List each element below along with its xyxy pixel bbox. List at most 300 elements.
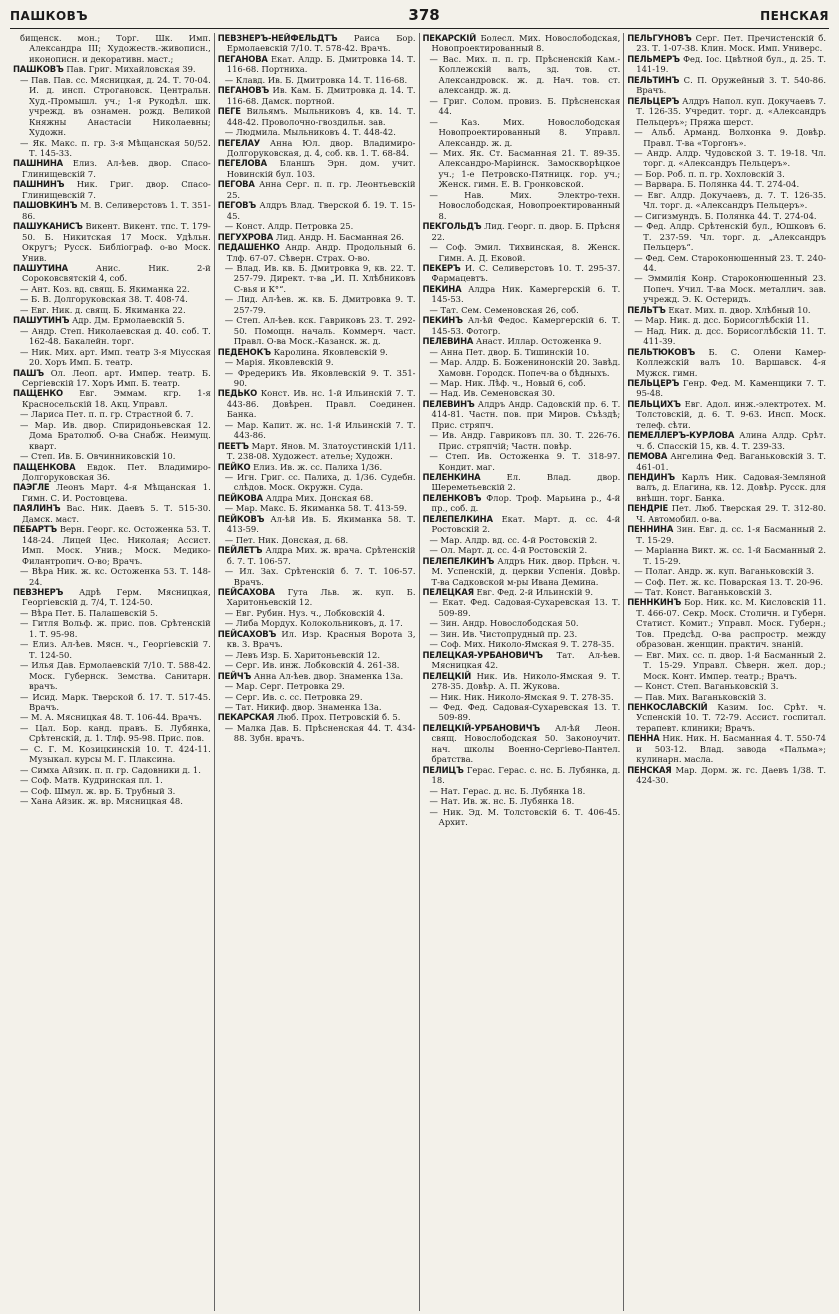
entry-details: — Евг. Мих. сс. п. двор. 1-й Басманный 2. Т. 15-29. Управл. Сѣверн. жел. дор.; Моск. Конт. Импер. театр.; Врачъ.	[634, 649, 826, 681]
directory-entry	[218, 106, 416, 127]
directory-entry	[627, 54, 826, 75]
entry-details: — Нат. Герас. д. нс. Б. Лубянка 18.	[429, 785, 586, 796]
directory-entry	[627, 650, 826, 681]
entry-surname: ПЕКИНА	[422, 283, 462, 294]
entry-details: — Тат. Конст. Ваганьковскій 3.	[634, 587, 773, 598]
entry-details: Леонъ Март. 4-я Мѣщанская 1. Гимн. С. И. Ростовцева.	[22, 482, 211, 503]
entry-details: Елиз. Ал-ѣев. двор. Спасо-Глинищевскій 7.	[22, 158, 211, 179]
entry-surname: ПЕГАНОВА	[217, 53, 268, 64]
directory-entry	[627, 169, 826, 179]
directory-entry	[218, 712, 416, 722]
entry-surname: ПЕМОВА	[627, 451, 668, 462]
header-left-keyword: ПАШКОВЪ	[10, 9, 89, 23]
entry-surname: ПЕЛЬЦЕРЪ	[627, 377, 680, 388]
entry-details: — Тат. Сем. Семеновская 26, соб.	[429, 304, 579, 315]
entry-details: — Б. В. Долгоруковская 38. Т. 408-74.	[20, 294, 188, 305]
directory-entry	[423, 347, 621, 357]
directory-entry	[13, 75, 211, 138]
entry-details: Лид. Андр. Н. Басманная 26.	[275, 231, 404, 242]
entry-details: — Елиз. Ал-ѣев. Мясн. ч., Георгіевскій 7. Т. 124-50.	[20, 639, 211, 660]
directory-entry	[13, 503, 211, 524]
entry-details: — Людмила. Мыльниковъ 4. Т. 448-42.	[224, 127, 396, 138]
entry-surname: ПЕННА	[627, 733, 660, 744]
column-1	[10, 33, 215, 1311]
directory-entry	[218, 441, 416, 462]
directory-entry	[218, 472, 416, 493]
directory-entry	[423, 336, 621, 346]
directory-entry	[423, 639, 621, 649]
directory-entry	[13, 587, 211, 608]
directory-entry	[627, 765, 826, 786]
entry-details: Елиз. Ив. ж. сс. Палиха 1/36.	[253, 461, 383, 472]
entry-details: Ил. Изр. Красныя Ворота 3, кв. 3. Врачъ.	[226, 628, 416, 650]
entry-details: — Мар. Ник. д. дсс. Борисоглѣбскій 11.	[634, 315, 810, 326]
entry-details: Тат. Ал-ѣев. Мясницкая 42.	[431, 649, 621, 671]
entry-surname: ПЕДЬКО	[217, 388, 258, 399]
entry-surname: ПЕЙСАХОВА	[217, 587, 275, 598]
entry-surname: ПЕЙКО	[217, 461, 251, 472]
entry-surname: ПЕЛЬМЕРЪ	[627, 53, 680, 64]
entry-details: — Альб. Арманд. Волхонка 9. Довѣр. Правл. Т-ва «Торгонъ».	[634, 127, 826, 148]
directory-entry	[627, 577, 826, 587]
entry-details: — Конст. Алдр. Петровка 25.	[224, 221, 354, 232]
entry-details: Мар. Дорм. ж. гс. Даевъ 1/38. Т. 424-30.	[636, 764, 826, 786]
entry-surname: ПЕКАРСКІЙ	[422, 33, 477, 43]
entry-details: Б. С. Олени Камер-Коллежскій валъ 10. Варшавск. 4-я Мужск. гимн.	[636, 346, 826, 378]
directory-entry	[627, 75, 826, 96]
entry-surname: ПЕГЕ	[217, 106, 241, 117]
entry-details: Пав. Григ. Михайловская 39.	[66, 64, 196, 75]
entry-details: — Тат. Никиф. двор. Знаменка 13а.	[224, 702, 382, 712]
entry-surname: ПЕБАРТЪ	[13, 524, 57, 535]
entry-surname: ПЕЛЬГУНОВЪ	[627, 33, 692, 43]
directory-entry	[627, 315, 826, 325]
directory-entry	[13, 179, 211, 200]
entry-details: Конст. Ив. нс. 1-й Ильинскій 7. Т. 443-86. Довѣрен. Правл. Соединен. Банка.	[226, 388, 416, 420]
column-3	[420, 33, 625, 1311]
entry-details: — Степ. Ив. Остоженка 9. Т. 318-97. Кондит. маг.	[429, 451, 621, 472]
entry-details: Генр. Фед. М. Каменщики 7. Т. 95-48.	[636, 377, 826, 399]
directory-entry	[423, 305, 621, 315]
directory-entry	[13, 692, 211, 713]
entry-details: — Конст. Степ. Ваганьковскій 3.	[634, 681, 779, 692]
entry-details: Раиса Бор. Ермолаевскій 7/10. Т. 578-42. Врачъ.	[226, 33, 416, 54]
entry-surname: ПАЭГЛЕ	[13, 482, 50, 493]
directory-entry	[218, 702, 416, 712]
entry-details: — Ник. Ник. Николо-Ямская 9. Т. 278-35.	[429, 691, 614, 702]
directory-entry	[218, 462, 416, 472]
entry-surname: ПЕГЕЛОВА	[217, 158, 267, 169]
directory-entry	[627, 430, 826, 451]
entry-details: — Евг. Алдр. Докучаевъ, д. 7. Т. 126-35. Чл. торг. д. «Александръ Пельцеръ».	[634, 189, 826, 211]
entry-details: — Степ. Ал-ѣев. кск. Гавриковъ 23. Т. 292-50. Помощн. началь. Коммерч. част. Правл. О-ва Моск.-Казанск. ж. д.	[224, 315, 416, 347]
directory-entry	[423, 399, 621, 430]
entry-surname: ПАШНИНА	[13, 158, 63, 169]
directory-entry	[627, 692, 826, 702]
directory-entry	[423, 514, 621, 535]
entry-details: — Серг. Ив. с. сс. Петровка 29.	[224, 691, 363, 702]
entry-details: — Григ. Солом. провиз. Б. Прѣсненская 44.	[429, 95, 621, 117]
entry-details: — Евг. Ник. д. свящ. Б. Якиманка 22.	[20, 304, 186, 315]
entry-surname: ПЕГУХРОВА	[217, 231, 274, 242]
entry-details: — Пет. Ник. Донская, д. 68.	[224, 534, 349, 545]
entry-surname: ПЕЕТЪ	[217, 440, 249, 451]
entry-surname: ПЕКАРСКАЯ	[217, 712, 275, 723]
entry-details: — Левъ Изр. Б. Харитоньевскій 12.	[224, 649, 381, 660]
entry-details: — Исид. Марк. Тверской б. 17. Т. 517-45. Врачъ.	[20, 691, 211, 712]
directory-entry	[218, 33, 416, 54]
entry-details: Андр. Андр. Продольный 6. Тлф. 67-07. Сѣверн. Страх. О-во.	[226, 242, 416, 263]
directory-entry	[423, 723, 621, 765]
directory-entry	[13, 138, 211, 159]
entry-details: — М. А. Мясницкая 48. Т. 106-44. Врачъ.	[20, 712, 202, 723]
directory-entry	[423, 96, 621, 117]
entry-details: — Симха Айзик. п. п. гр. Садовники д. 1.	[20, 764, 201, 775]
entry-details: Бор. Ник. кс. М. Кисловскій 11. Т. 466-07. Секр. Моск. Столичн. и Губерн. Статист. Комит.; Управл. Моск. Губерн.; Тов. Предсѣд. О-ва распростр. между образован. женщин. практич. знаній.	[636, 597, 826, 650]
directory-entry	[423, 765, 621, 786]
columns-container	[10, 33, 829, 1311]
entry-surname: ПАШУТИНА	[13, 262, 68, 273]
directory-entry	[218, 420, 416, 441]
entry-surname: ПЕЛЕНКОВЪ	[422, 492, 482, 503]
directory-entry	[627, 451, 826, 472]
directory-entry	[218, 263, 416, 294]
entry-details: — Клавд. Ив. Б. Дмитровка 14. Т. 116-68.	[224, 74, 408, 85]
directory-entry	[423, 796, 621, 806]
directory-entry	[423, 33, 621, 54]
directory-entry	[13, 368, 211, 389]
directory-entry	[13, 451, 211, 461]
entry-details: — Нат. Ив. ж. нс. Б. Лубянка 18.	[429, 796, 575, 807]
entry-surname: ПЕЛЬТЪ	[627, 304, 666, 315]
directory-entry	[423, 378, 621, 388]
directory-entry	[218, 158, 416, 179]
directory-entry	[13, 64, 211, 74]
directory-entry	[13, 618, 211, 639]
entry-details: — Соф. Эмил. Тихвинская, 8. Женск. Гимн. А. Д. Ековой.	[429, 242, 621, 263]
directory-entry	[627, 305, 826, 315]
entry-details: Каролина. Яковлевскій 9.	[273, 346, 388, 357]
entry-details: Пет. Люб. Тверская 29. Т. 312-80. Ч. Автомобил. о-ва.	[636, 503, 826, 524]
entry-details: Алдра Ник. Камергерскій 6. Т. 145-53.	[431, 283, 621, 305]
directory-entry	[13, 775, 211, 785]
directory-entry	[13, 566, 211, 587]
entry-details: Анна Юл. двор. Владимиро-Долгоруковская, д. 4, соб. кв. 1. Т. 68-84.	[226, 137, 416, 158]
entry-details: — Мар. Ив. двор. Спиридоньевская 12. Дома Братолюб. О-ва Снабж. Неимущ. кварт.	[20, 419, 211, 451]
entry-surname: ПЕЛЬТИНЪ	[627, 74, 680, 85]
directory-entry	[423, 190, 621, 221]
directory-entry	[218, 75, 416, 85]
entry-details: — Мих. Як. Ст. Басманная 21. Т. 89-35. Александро-Маріинск. Замоскворѣцкое уч.; 1-е Петровско-Пятницк. гор. уч.; Женск. гимн. Е. В. Гронковской.	[429, 147, 621, 190]
entry-surname: ПЕННКИНЪ	[627, 597, 682, 608]
directory-entry	[218, 660, 416, 670]
column-4	[624, 33, 829, 1311]
entry-details: Герас. Герас. с. нс. Б. Лубянка, д. 18.	[431, 764, 621, 786]
entry-details: Екат. Алдр. Б. Дмитровка 14. Т. 116-68. Портниха.	[226, 53, 416, 75]
entry-surname: ПЕНКОСЛАВСКІЙ	[627, 702, 708, 712]
entry-surname: ПЕВЗНЕРЪ	[13, 587, 64, 598]
entry-details: — Фед. Алдр. Срѣтенскій бул., Юшковъ 6. Т. 237-59. Чл. торг. д. „Александръ Пельцеръ“.	[634, 221, 826, 253]
entry-details: Алдръ Напол. куп. Докучаевъ 7. Т. 126-35. Учредит. торг. д. «Александръ Пельцеръ»; Пряжа шерст.	[636, 95, 826, 127]
entry-details: Болесл. Мих. Новослободская, Новопроектированный 8.	[431, 33, 621, 54]
directory-entry	[627, 211, 826, 221]
directory-entry	[218, 368, 416, 389]
entry-surname: ПЕВЗНЕРЪ-НЕЙФЕЛЬДТЪ	[217, 33, 338, 43]
page-number: 378	[408, 6, 440, 24]
entry-details: — Пав. Мих. Ваганьковскій 3.	[634, 691, 767, 702]
entry-details: — Андр. Степ. Николаевская д. 40. соб. Т. 162-48. Бакалейн. торг.	[20, 325, 211, 347]
directory-entry	[218, 85, 416, 106]
entry-surname: ПЕНДИНЪ	[627, 472, 675, 483]
directory-entry	[423, 692, 621, 702]
entry-surname: ПЕНСКАЯ	[627, 764, 672, 775]
directory-entry	[423, 807, 621, 828]
directory-entry	[13, 158, 211, 179]
directory-entry	[218, 54, 416, 75]
directory-entry	[218, 315, 416, 346]
directory-entry	[627, 127, 826, 148]
entry-details: — Влад. Ив. кв. Б. Дмитровка 9, кв. 22. Т. 257-79. Директ. т-ва „И. П. Хлѣбниковъ С-вья и К°“.	[224, 262, 416, 294]
entry-details: Евдок. Пет. Владимиро-Долгоруковская 36.	[22, 461, 211, 483]
entry-details: Ив. Кам. Б. Дмитровка д. 14. Т. 116-68. Дамск. портной.	[226, 85, 416, 106]
entry-details: Карлъ Ник. Садовая-Земляной валъ, д. Елагина, кв. 12. Довѣр. Русск. для внѣшн. торг. Банка.	[636, 472, 826, 503]
entry-surname: ПАШОВКИНЪ	[13, 200, 78, 211]
directory-entry	[13, 305, 211, 315]
entry-details: — Лид. Ал-ѣев. ж. кв. Б. Дмитровка 9. Т. 257-79.	[224, 294, 416, 315]
entry-surname: ПЕЛЕПЕЛКИНА	[422, 513, 493, 524]
directory-entry	[13, 712, 211, 722]
directory-entry	[423, 650, 621, 671]
entry-details: — Эммилія Конр. Староконюшенный 23. Попеч. Учил. Т-ва Моск. металлич. зав. учрежд. Э. К. Остеридъ.	[634, 273, 826, 305]
entry-details: — Екат. Фед. Садовая-Сухаревская 13. Т. 509-89.	[429, 597, 621, 618]
entry-surname: ПАЩЕНКО	[13, 388, 63, 399]
directory-entry	[13, 462, 211, 483]
directory-entry	[13, 315, 211, 325]
header-right-keyword: ПЕНСКАЯ	[760, 9, 829, 23]
entry-surname: ПЕННИНА	[627, 524, 674, 535]
entry-surname: ПЕМЕЛЛЕРЪ-КУРЛОВА	[627, 430, 735, 441]
entry-surname: ПЕГАНОВЪ	[217, 85, 270, 96]
entry-details: Ал-ѣй Леон. свящ. Новослободская 50. Законоучит. нач. школы Военно-Сергіево-Пантел. братства.	[431, 722, 621, 765]
entry-surname: ПАШУТИНЪ	[13, 315, 70, 326]
entry-details: Люб. Прох. Петровскій б. 5.	[276, 712, 401, 723]
directory-entry	[218, 179, 416, 200]
entry-details: Ел. Влад. двор. Шереметьевскій 2.	[431, 472, 621, 493]
directory-entry	[218, 294, 416, 315]
entry-details: — Вѣра Пет. Б. Палашевскій 5.	[20, 607, 158, 618]
entry-details: Ал-ѣй Федос. Камергерскій 6. Т. 145-53. Фотогр.	[431, 315, 621, 336]
directory-entry	[13, 660, 211, 691]
entry-details: — Пав. Пав. сс. Мясницкая, д. 24. Т. 70-04. И. д. инсп. Строгановск. Центральн. Худ.-Промышл. уч.; 1-я Рукодѣл. шк. учрежд. въ ознамен. рожд. Великой Княжны Анастасіи Николаевны; Художн.	[20, 74, 211, 138]
entry-details: — Мар. Алдр. вд. сс. 4-й Ростовскій 2.	[429, 534, 598, 545]
entry-surname: ПЕЙКОВЪ	[217, 513, 265, 524]
entry-details: — Як. Макс. п. гр. 3-я Мѣщанская 50/52. Т. 145-33.	[20, 137, 211, 158]
entry-details: Анна Ал-ѣев. двор. Знаменка 13а.	[253, 670, 404, 681]
entry-details: Фед. Іос. Цвѣтной бул., д. 25. Т. 141-19.	[636, 53, 827, 75]
directory-entry	[13, 388, 211, 409]
entry-surname: ПЕЙЛЕТЪ	[217, 545, 263, 556]
directory-entry	[627, 733, 826, 764]
entry-details: — Мар. Капит. ж. нс. 1-й Ильинскій 7. Т. 443-86.	[224, 419, 416, 441]
entry-surname: ПЕЛИЦЪ	[422, 764, 464, 775]
directory-entry	[627, 221, 826, 252]
directory-entry	[423, 629, 621, 639]
entry-details: — Мар. Алдр. Б. Боженинонскій 20. Завѣд. Хамовн. Городск. Попеч-ва о бѣдныхъ.	[429, 357, 621, 378]
entry-surname: ПЕЛЕЦКАЯ	[422, 587, 474, 598]
entry-details: — Хана Айзик. ж. вр. Мясницкая 48.	[20, 796, 183, 807]
directory-entry	[627, 597, 826, 649]
entry-details: — Соф. Шмул. ж. вр. Б. Трубный 3.	[20, 785, 176, 796]
directory-entry	[13, 420, 211, 451]
directory-entry	[627, 587, 826, 597]
directory-entry	[218, 629, 416, 650]
entry-details: И. С. Селиверстовъ 10. Т. 295-37. Фармацевтъ.	[431, 262, 621, 284]
directory-entry	[423, 618, 621, 628]
directory-entry	[627, 524, 826, 545]
directory-entry	[627, 347, 826, 378]
entry-details: Серг. Пет. Пречистенскій б. 23. Т. 1-07-38. Клин. Моск. Имп. Универс.	[636, 33, 826, 54]
entry-details: Викент. Викент. тпс. Т. 179-50. Б. Никитская 17 Моск. Удѣльн. Округъ; Русск. Библіограф. о-во Моск. Унив.	[22, 221, 211, 263]
entry-surname: ПАШКОВЪ	[13, 64, 64, 75]
entry-details: Зин. Евг. д. сс. 1-я Басманный 2. Т. 15-29.	[636, 524, 826, 545]
entry-surname: ПАЯЛИНЪ	[13, 503, 61, 514]
entry-surname: ПЕЛЕЦКАЯ-УРБАНОВИЧЪ	[422, 649, 543, 660]
entry-details: — Фредерикъ Ив. Яковлевскій 9. Т. 351-90.	[224, 367, 416, 388]
directory-entry	[13, 482, 211, 503]
entry-details: — Ант. Коз. вд. свящ. Б. Якиманка 22.	[20, 283, 190, 294]
entry-details: — Варвара. Б. Полянка 44. Т. 274-04.	[634, 179, 800, 190]
entry-details: — Вас. Мих. п. п. гр. Прѣсненскій Кам.-Коллежскій валъ, зд. тов. ст. Александровск. ж. д. Нач. тов. ст. александр. ж. д.	[429, 53, 621, 96]
directory-entry	[218, 232, 416, 242]
directory-entry	[423, 54, 621, 96]
directory-entry	[13, 347, 211, 368]
entry-details: Анаст. Иллар. Остоженка 9.	[475, 336, 602, 347]
entry-details: — Илья Дав. Ермолаевскій 7/10. Т. 588-42. Моск. Губернск. Земства. Санитарн. врачъ.	[20, 660, 211, 692]
directory-entry	[13, 786, 211, 796]
directory-entry	[13, 524, 211, 566]
directory-entry	[218, 723, 416, 744]
directory-entry	[627, 503, 826, 524]
directory-entry	[627, 96, 826, 127]
directory-entry	[423, 472, 621, 493]
directory-entry	[627, 566, 826, 576]
entry-details: — Мар. Ник. Лѣф. ч., Новый 6, соб.	[429, 377, 586, 388]
directory-entry	[423, 117, 621, 148]
entry-details: Ол. Леоп. арт. Импер. театр. Б. Сергіевскій 17. Хоръ Имп. Б. театр.	[22, 367, 211, 388]
directory-entry	[218, 545, 416, 566]
directory-entry	[218, 514, 416, 535]
directory-entry	[218, 503, 416, 513]
directory-entry	[218, 242, 416, 263]
directory-entry	[423, 315, 621, 336]
directory-entry	[218, 671, 416, 681]
directory-entry	[218, 388, 416, 419]
directory-entry	[423, 702, 621, 723]
entry-details: Гута Льв. ж. куп. Б. Харитоньевскій 12.	[226, 587, 416, 608]
directory-entry	[423, 284, 621, 305]
entry-details: Евг. Адол. инж.-электротех. М. Толстовскій, д. 6. Т. 9-63. Инсп. Моск. телеф. сѣти.	[636, 398, 827, 430]
directory-entry	[13, 744, 211, 765]
entry-surname: ПЕГЕЛАУ	[217, 137, 261, 148]
directory-entry	[627, 33, 826, 54]
directory-entry	[627, 273, 826, 304]
directory-entry	[218, 138, 416, 159]
directory-entry	[13, 723, 211, 744]
entry-details: — Вѣра Ник. ж. кс. Остоженка 53. Т. 148-24.	[20, 566, 211, 587]
entry-details: Лид. Георг. п. двор. Б. Прѣсня 22.	[431, 221, 621, 242]
entry-details: Казим. Іос. Срѣт. ч. Успенскій 10. Т. 72-79. Ассист. госпитал. терапевт. клиники; Врачъ.	[636, 702, 826, 733]
directory-entry	[13, 33, 211, 64]
directory-entry	[423, 263, 621, 284]
entry-details: Алдра Мих. Донская 68.	[265, 492, 374, 503]
directory-entry	[423, 388, 621, 398]
entry-details: — Ил. Зах. Срѣтенскій б. 7. Т. 106-57. Врачъ.	[224, 566, 416, 587]
entry-details: Ангелина Фед. Ваганьковскій 3. Т. 461-01.	[636, 451, 826, 472]
directory-entry	[423, 545, 621, 555]
entry-details: Ал-ѣй Ив. Б. Якиманка 58. Т. 413-59.	[226, 513, 416, 535]
entry-details: — Фед. Фед. Садовая-Сухаревская 13. Т. 509-89.	[429, 702, 621, 723]
directory-entry	[218, 200, 416, 221]
directory-entry	[13, 326, 211, 347]
directory-entry	[13, 608, 211, 618]
entry-details: — Евг. Рубин. Нуз. ч., Лобковскій 4.	[224, 607, 385, 618]
entry-details: Алдръ Ник. двор. Прѣсн. ч. М. Успенскій, д. церкви Успенія. Довѣр. Т-ва Садковской м-ры Ивана Демина.	[431, 555, 621, 587]
directory-entry	[13, 200, 211, 221]
entry-details: — Степ. Ив. Б. Овчинниковскій 10.	[20, 451, 176, 462]
entry-surname: ПАШЪ	[13, 367, 44, 378]
entry-details: Ник. Ник. Н. Басманная 4. Т. 550-74 и 503-12. Влад. завода «Пальма»; кулинарн. масла.	[636, 733, 827, 765]
entry-surname: ПЕДЕНОКЪ	[217, 346, 271, 357]
directory-entry	[218, 493, 416, 503]
entry-surname: ПЕЛЕВИНА	[422, 336, 474, 347]
directory-entry	[423, 786, 621, 796]
entry-details: — Полаг. Андр. ж. куп. Ваганьковскій 3.	[634, 566, 815, 577]
directory-entry	[218, 221, 416, 231]
entry-details: Алдра Мих. ж. врача. Срѣтенскій б. 7. Т. 106-57.	[226, 545, 416, 566]
entry-details: Ник. Ив. Николо-Ямская 9. Т. 278-35. Довѣр. А. П. Жукова.	[431, 670, 621, 692]
entry-details: — Ник. Эд. М. Толстовскій 6. Т. 406-45. Архит.	[429, 806, 621, 827]
directory-entry	[423, 357, 621, 378]
entry-details: — Либа Мордух. Колокольниковъ, д. 17.	[224, 618, 403, 629]
directory-entry	[627, 148, 826, 169]
entry-details: бищенск. мон.; Торг. Шк. Имп. Александра III; Художеств.-живописн., иконописн. и декоративн. маст.;	[20, 33, 211, 64]
entry-details: С. П. Оружейный 3. Т. 540-86. Врачъ.	[636, 74, 826, 96]
directory-entry	[218, 692, 416, 702]
directory-entry	[423, 493, 621, 514]
entry-details: — С. Г. М. Козицкинскій 10. Т. 424-11. Музыкал. курсы М. Г. Плаксина.	[20, 743, 211, 765]
entry-details: — Фед. Сем. Староконюшенный 23. Т. 240-44.	[634, 252, 826, 273]
entry-details: Адр. Дм. Ермолаевскій 5.	[71, 315, 185, 326]
entry-details: Март. Янов. М. Златоустинскій 1/11. Т. 238-08. Художест. ателье; Художн.	[226, 440, 416, 462]
entry-details: М. В. Селиверстовъ 1. Т. 351-86.	[22, 200, 211, 221]
entry-details: — Соф. Матв. Кудринская пл. 1.	[20, 775, 163, 786]
entry-details: — Соф. Пет. ж. кс. Поварская 13. Т. 20-96.	[634, 576, 824, 587]
directory-entry	[423, 148, 621, 190]
directory-entry	[13, 765, 211, 775]
entry-details: — Каз. Мих. Новослободская Новопроектированный 8. Управл. Александр. ж. д.	[429, 116, 621, 148]
directory-entry	[13, 221, 211, 263]
directory-entry	[423, 556, 621, 587]
entry-details: Анис. Ник. 2-й Сороковсвятскій 4, соб.	[22, 262, 211, 284]
directory-entry	[627, 472, 826, 503]
entry-details: — Мар. Серг. Петровка 29.	[224, 681, 345, 692]
directory-entry	[218, 357, 416, 367]
directory-entry	[13, 639, 211, 660]
directory-entry	[423, 535, 621, 545]
directory-entry	[423, 242, 621, 263]
directory-entry	[218, 618, 416, 628]
directory-entry	[627, 179, 826, 189]
